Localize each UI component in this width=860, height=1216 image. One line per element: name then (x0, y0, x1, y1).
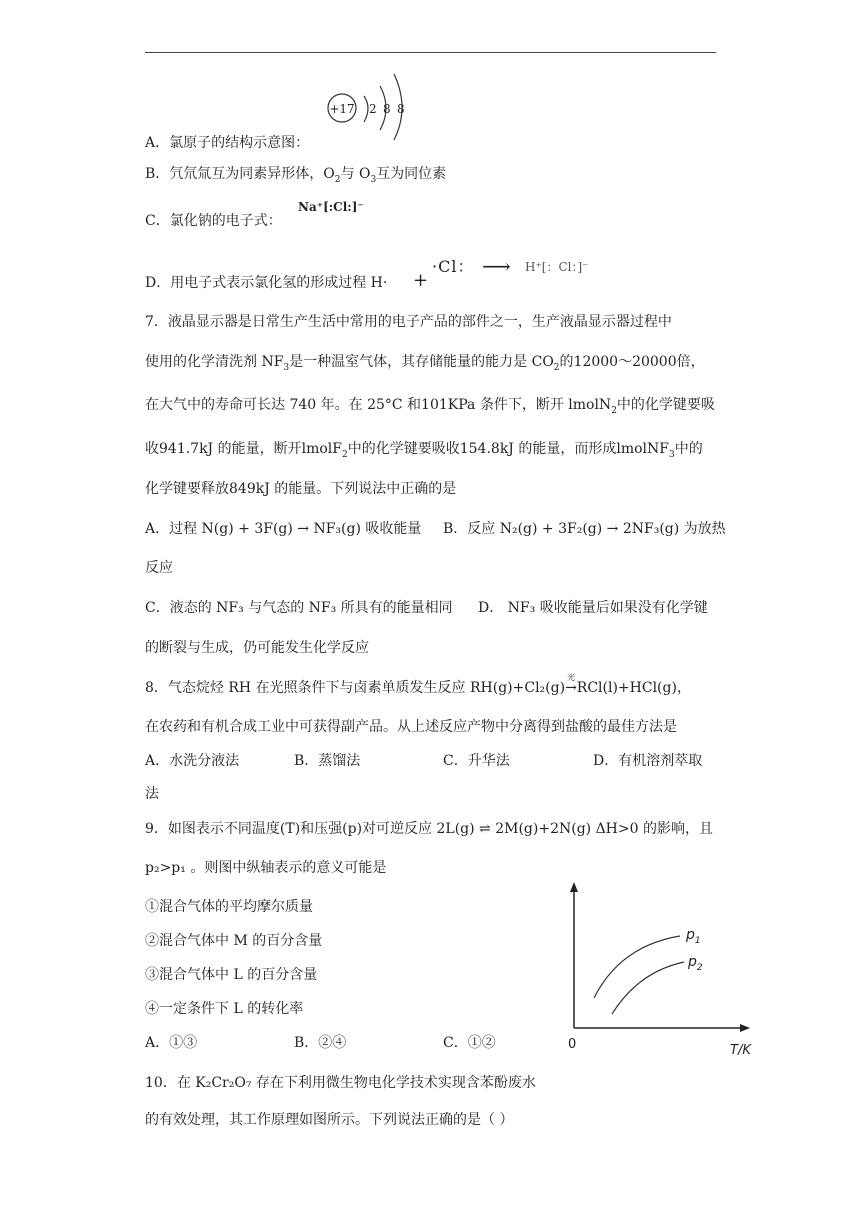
q7-line-2: 使用的化学清洗剂 $NF_3$是一种温室气体，其存储能量的能力是 $CO_2$的12000～20000倍， (145, 354, 705, 373)
q8-line-2: 在农药和有机合成工业中可获得副产品。从上述反应产物中分离得到盐酸的最佳方法是 (145, 719, 677, 735)
q7-option-b-cont: 反应 (145, 560, 173, 576)
curve-p2-label: $p_2$ (688, 954, 703, 973)
q8-option-b: B．蒸馏法 (294, 753, 361, 769)
q7-option-a: A．过程 N(g) + 3F(g) → NF₃(g) 吸收能量 (145, 521, 422, 537)
q10-line-1: 10．在 K₂Cr₂O₇ 存在下利用微生物电化学技术实现含苯酚废水 (145, 1075, 536, 1091)
header-rule (145, 52, 716, 53)
q9-statement-3: ③混合气体中 L 的百分含量 (145, 967, 318, 983)
q6-option-a: A．氯原子的结构示意图： (145, 135, 310, 151)
x-axis-arrow (740, 1024, 750, 1032)
q8-line-1: 8．气态烷烃 RH 在光照条件下与卤素单质发生反应 RH(g)+Cl₂(g) 光 →RCl(l)+HCl(g)， (145, 673, 691, 696)
hcl-electron-formula: H⁺[：Cl：]⁻ (525, 260, 589, 274)
reaction-arrow: ⟶ (482, 254, 511, 278)
q9-option-a: A．①③ (145, 1035, 198, 1051)
shell-3-count: 8 (397, 102, 405, 116)
atom-nucleus: +17 (329, 102, 355, 116)
q6-option-d: D．用电子式表示氯化氢的形成过程 H· (145, 275, 388, 291)
q7-line-1: 7．液晶显示器是日常生产生活中常用的电子产品的部件之一，生产液晶显示器过程中 (145, 314, 672, 330)
q9-option-c: C．①② (443, 1035, 496, 1051)
curve-p1-label: $p_1$ (686, 927, 701, 946)
q9-option-b: B．②④ (294, 1035, 347, 1051)
q9-line-2: p₂>p₁ 。则图中纵轴表示的意义可能是 (145, 860, 387, 876)
q7-option-d: D． NF₃ 吸收能量后如果没有化学键 (478, 600, 708, 616)
curve-p2 (612, 962, 684, 1014)
shell-2-count: 8 (383, 102, 391, 116)
q9-statement-2: ②混合气体中 M 的百分含量 (145, 933, 323, 949)
q6-option-c: C．氯化钠的电子式： (145, 213, 282, 229)
cl-electron-dot: ·Cl： (432, 257, 475, 276)
q7-line-3: 在大气中的寿命可长达 740 年。在 25°C 和101KPa 条件下，断开 lmolN$_2$中的化学键要吸 (145, 397, 715, 416)
q7-option-d-cont: 的断裂与生成，仍可能发生化学反应 (145, 640, 369, 656)
q7-line-4: 收941.7kJ 的能量，断开lmolF$_2$中的化学键要吸收154.8kJ 的能量，而形成lmolNF$_3$中的 (145, 441, 703, 460)
q8-option-c: C．升华法 (443, 753, 510, 769)
y-axis-arrow (570, 882, 578, 892)
q8-option-a: A．水洗分液法 (145, 753, 240, 769)
q9-chart (560, 880, 760, 1060)
q8-option-d-cont: 法 (145, 786, 159, 802)
light-condition: 光 (567, 673, 576, 682)
q6-option-b: B．氕氘氚互为同素异形体，$O_2$与 $O_3$互为同位素 (145, 166, 447, 185)
q9-statement-1: ①混合气体的平均摩尔质量 (145, 899, 313, 915)
q10-line-2: 的有效处理，其工作原理如图所示。下列说法正确的是（ ） (145, 1112, 514, 1128)
q9-statement-4: ④一定条件下 L 的转化率 (145, 1001, 304, 1017)
nacl-electron-formula: Na⁺[:Cl:]⁻ (298, 200, 364, 214)
chlorine-atom-diagram (322, 70, 412, 142)
q7-option-b: B．反应 N₂(g) + 3F₂(g) → 2NF₃(g) 为放热 (443, 521, 726, 537)
plus-sign: + (413, 270, 429, 291)
q8-option-d: D．有机溶剂萃取 (593, 753, 703, 769)
q7-option-c: C．液态的 NF₃ 与气态的 NF₃ 所具有的能量相同 (145, 600, 453, 616)
x-axis-label: T/K (730, 1043, 751, 1058)
q9-line-1: 9．如图表示不同温度(T)和压强(p)对可逆反应 2L(g) ⇌ 2M(g)+2N(g) ΔH>0 的影响，且 (145, 821, 713, 837)
shell-1-count: 2 (369, 102, 377, 116)
q7-line-5: 化学键要释放849kJ 的能量。下列说法中正确的是 (145, 481, 457, 497)
origin-label: 0 (568, 1037, 577, 1052)
